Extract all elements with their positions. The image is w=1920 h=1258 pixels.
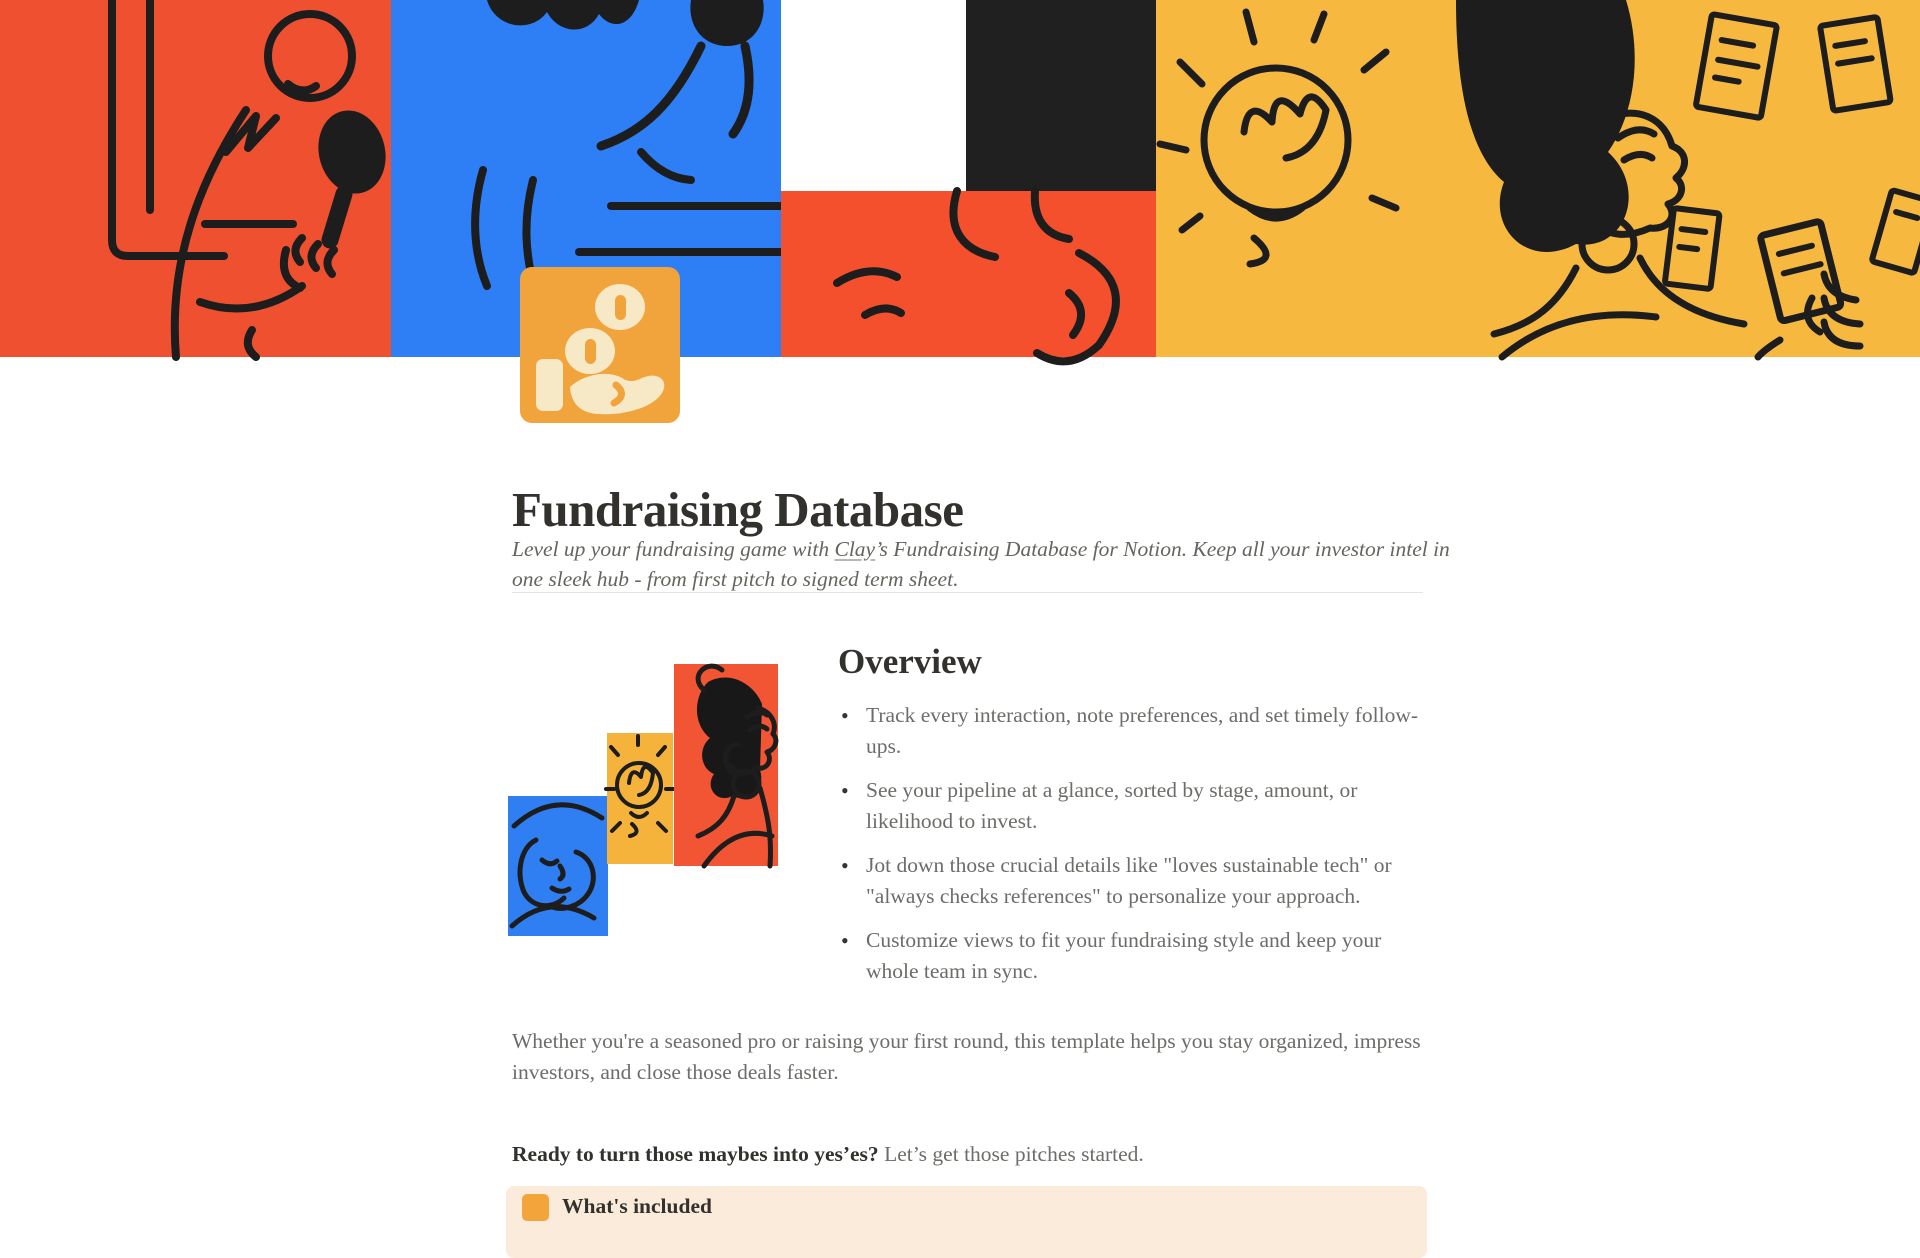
lightbulb-doodle-icon (607, 733, 673, 864)
callout-block[interactable] (506, 1186, 1427, 1258)
cover-panel-orange-left (0, 0, 391, 357)
page-description (512, 534, 1452, 594)
overview-illustration (512, 642, 838, 942)
cover-panel-orange-right (781, 191, 1156, 357)
cover-panel-black (966, 0, 1156, 191)
listening-face-doodle-icon (781, 191, 1156, 357)
idea-and-documents-doodle-icon (1156, 0, 1920, 357)
closing-paragraph: Whether you're a seasoned pro or raising your first round, this template helps you stay organized, impress investors, and close those deals faster. (512, 1028, 1421, 1084)
woman-profile-doodle-icon (674, 664, 778, 866)
cover-panel-yellow (1156, 0, 1920, 357)
hand-receiving-coins-icon[interactable] (520, 267, 680, 423)
description-text-after: ’s Fundraising Database for Notion. Keep all your investor intel in one sleek hub - from first pitch to signed term sheet. (512, 536, 1450, 591)
page-title: Fundraising Database (512, 481, 964, 537)
thinking-face-doodle-icon (508, 796, 608, 936)
cta-bold-text: Ready to turn those maybes into yes’es? (512, 1141, 879, 1166)
list-item: • See your pipeline at a glance, sorted by stage, amount, or likelihood to invest. (838, 775, 1423, 837)
overview-text-column (838, 642, 1423, 1000)
orange-square-emoji-icon (522, 1194, 549, 1221)
page-cover-image (0, 0, 1920, 357)
hand-receiving-coins-glyph (520, 267, 680, 423)
overview-section (512, 642, 1423, 1000)
callout-text: What's included (562, 1194, 712, 1218)
clay-link[interactable]: Clay (834, 536, 876, 561)
overview-heading: Overview (838, 642, 982, 681)
list-item: • Customize views to fit your fundraising style and keep your whole team in sync. (838, 925, 1423, 987)
overview-illustration-column (512, 642, 838, 1000)
list-item: • Jot down those crucial details like "loves sustainable tech" or "always checks references" to personalize your approach. (838, 850, 1423, 912)
description-text-before: Level up your fundraising game with (512, 536, 835, 561)
list-item: • Track every interaction, note preferences, and set timely follow-ups. (838, 700, 1423, 762)
overview-bullet-list (838, 700, 1423, 987)
interviewer-with-microphone-doodle-icon (0, 0, 391, 357)
cta-line (512, 1140, 1452, 1168)
cta-regular-text: Let’s get those pitches started. (878, 1141, 1144, 1166)
divider (512, 592, 1423, 593)
